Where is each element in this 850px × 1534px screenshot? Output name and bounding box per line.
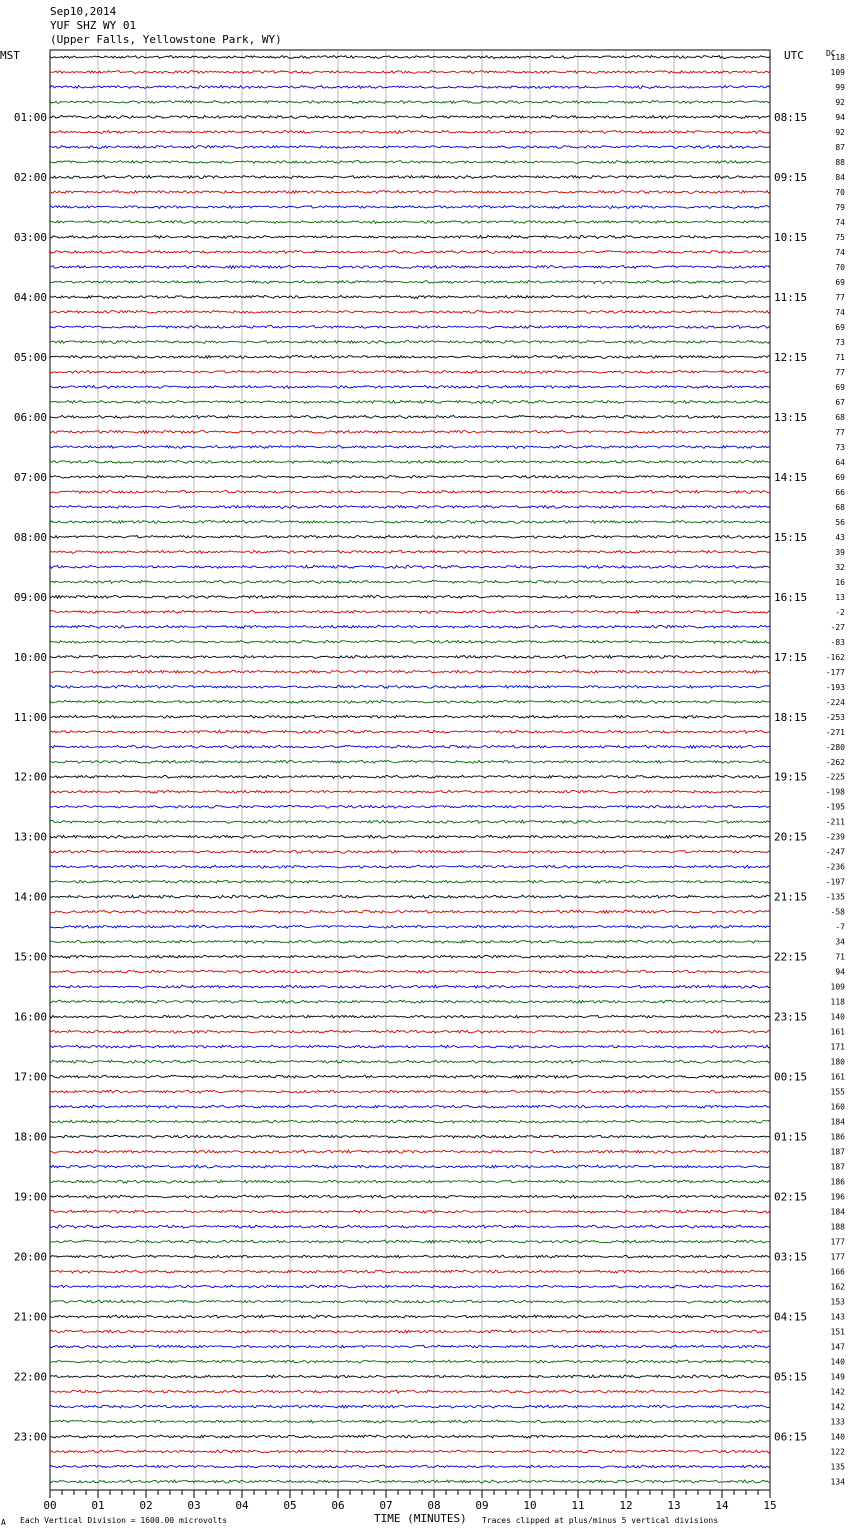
seismic-trace xyxy=(50,910,770,913)
seismic-trace xyxy=(50,130,770,133)
dc-offset-value: 94 xyxy=(835,112,845,122)
seismic-trace xyxy=(50,1090,770,1093)
local-hour-label: 22:00 xyxy=(13,1370,47,1384)
local-hour-label: 23:00 xyxy=(13,1430,47,1444)
seismic-trace xyxy=(50,1390,770,1393)
dc-offset-value: 161 xyxy=(830,1027,845,1037)
dc-offset-value: 186 xyxy=(830,1132,845,1142)
seismic-trace xyxy=(50,820,770,823)
seismic-trace xyxy=(50,1030,770,1033)
dc-offset-value: -2 xyxy=(835,607,845,617)
dc-offset-value: -162 xyxy=(825,652,845,662)
utc-hour-label: 22:15 xyxy=(774,950,808,964)
seismic-trace xyxy=(50,1165,770,1168)
seismic-trace xyxy=(50,400,770,403)
local-hour-label: 09:00 xyxy=(13,590,47,604)
seismic-trace xyxy=(50,115,770,118)
dc-offset-value: 69 xyxy=(835,472,845,482)
local-hour-label: 13:00 xyxy=(13,830,47,844)
x-tick-label: 04 xyxy=(235,1499,249,1512)
local-hour-label: 21:00 xyxy=(13,1310,47,1324)
x-tick-label: 02 xyxy=(139,1499,153,1512)
utc-hour-label: 00:15 xyxy=(774,1070,808,1084)
seismic-trace xyxy=(50,760,770,763)
utc-hour-label: 12:15 xyxy=(774,350,808,364)
dc-offset-value: 142 xyxy=(830,1387,845,1397)
dc-offset-value: 118 xyxy=(830,997,845,1007)
seismic-trace xyxy=(50,415,770,418)
dc-offset-value: 109 xyxy=(830,67,845,77)
seismic-trace xyxy=(50,340,770,343)
dc-offset-value: 196 xyxy=(830,1192,845,1202)
seismic-trace xyxy=(50,880,770,883)
x-tick-label: 11 xyxy=(571,1499,585,1512)
dc-offset-value: 149 xyxy=(830,1372,845,1382)
seismic-trace xyxy=(50,1255,770,1258)
utc-hour-label: 13:15 xyxy=(774,410,808,424)
x-tick-label: 09 xyxy=(475,1499,489,1512)
x-tick-label: 00 xyxy=(43,1499,57,1512)
dc-offset-value: -247 xyxy=(825,847,845,857)
utc-hour-label: 15:15 xyxy=(774,530,808,544)
seismic-trace xyxy=(50,1315,770,1318)
dc-offset-value: 147 xyxy=(830,1342,845,1352)
dc-offset-value: 74 xyxy=(835,307,845,317)
x-tick-label: 07 xyxy=(379,1499,393,1512)
x-axis-title: TIME (MINUTES) xyxy=(374,1512,467,1525)
utc-hour-label: 17:15 xyxy=(774,650,808,664)
dc-offset-value: -211 xyxy=(825,817,845,827)
local-hour-label: 11:00 xyxy=(13,710,47,724)
seismic-trace xyxy=(50,1330,770,1333)
seismic-trace xyxy=(50,805,770,808)
dc-offset-value: 134 xyxy=(830,1477,845,1487)
local-hour-label: 18:00 xyxy=(13,1130,47,1144)
utc-hour-label: 19:15 xyxy=(774,770,808,784)
dc-offset-value: 77 xyxy=(835,292,845,302)
seismic-trace xyxy=(50,1345,770,1348)
dc-offset-value: 74 xyxy=(835,217,845,227)
dc-offset-value: -7 xyxy=(835,922,845,932)
seismic-trace xyxy=(50,1015,770,1018)
dc-offset-value: -225 xyxy=(825,772,845,782)
seismic-trace xyxy=(50,715,770,718)
seismic-trace xyxy=(50,925,770,928)
seismic-trace xyxy=(50,146,770,149)
x-tick-label: 13 xyxy=(667,1499,681,1512)
corner-mark: A xyxy=(1,1518,6,1527)
dc-offset-value: 71 xyxy=(835,952,845,962)
seismic-trace xyxy=(50,220,770,223)
seismic-trace xyxy=(50,730,770,733)
dc-offset-value: -27 xyxy=(830,622,845,632)
seismic-trace xyxy=(50,385,770,388)
dc-offset-value: 122 xyxy=(830,1447,845,1457)
seismic-trace xyxy=(50,745,770,748)
seismic-trace xyxy=(50,535,770,538)
seismic-trace xyxy=(50,295,770,298)
dc-offset-value: 162 xyxy=(830,1282,845,1292)
seismic-trace xyxy=(50,1195,770,1198)
dc-offset-value: 177 xyxy=(830,1237,845,1247)
x-tick-label: 14 xyxy=(715,1499,729,1512)
utc-hour-label: 21:15 xyxy=(774,890,808,904)
seismic-trace xyxy=(50,370,770,373)
seismic-trace xyxy=(50,310,770,313)
seismic-trace xyxy=(50,160,770,163)
seismic-trace xyxy=(50,430,770,433)
local-hour-label: 20:00 xyxy=(13,1250,47,1264)
station-code: YUF SHZ WY 01 xyxy=(50,19,137,32)
seismic-trace xyxy=(50,520,770,523)
local-hour-label: 17:00 xyxy=(13,1070,47,1084)
dc-offset-value: 151 xyxy=(830,1327,845,1337)
dc-offset-value: 92 xyxy=(835,127,845,137)
dc-offset-value: -262 xyxy=(825,757,845,767)
seismic-trace xyxy=(50,1135,770,1138)
x-tick-label: 05 xyxy=(283,1499,297,1512)
dc-offset-header: DC xyxy=(826,49,836,58)
utc-hour-label: 10:15 xyxy=(774,230,808,244)
seismic-trace xyxy=(50,460,770,463)
dc-offset-value: 88 xyxy=(835,157,845,167)
utc-hour-label: 23:15 xyxy=(774,1010,808,1024)
dc-offset-value: 75 xyxy=(835,232,845,242)
dc-offset-value: 84 xyxy=(835,172,845,182)
utc-hour-label: 06:15 xyxy=(774,1430,808,1444)
dc-offset-value: 171 xyxy=(830,1042,845,1052)
seismic-trace xyxy=(50,55,770,58)
dc-offset-value: 64 xyxy=(835,457,845,467)
dc-offset-value: 155 xyxy=(830,1087,845,1097)
dc-offset-value: 99 xyxy=(835,82,845,92)
dc-offset-value: 187 xyxy=(830,1147,845,1157)
seismic-trace xyxy=(50,1360,770,1363)
dc-offset-value: 39 xyxy=(835,547,845,557)
dc-offset-value: 56 xyxy=(835,517,845,527)
utc-hour-label: 20:15 xyxy=(774,830,808,844)
dc-offset-value: 184 xyxy=(830,1207,845,1217)
dc-offset-value: 166 xyxy=(830,1267,845,1277)
dc-offset-value: -271 xyxy=(825,727,845,737)
seismic-trace xyxy=(50,955,770,958)
seismic-trace xyxy=(50,250,770,253)
utc-hour-label: 04:15 xyxy=(774,1310,808,1324)
seismic-trace xyxy=(50,1240,770,1243)
seismic-trace xyxy=(50,1060,770,1063)
dc-offset-value: 188 xyxy=(830,1222,845,1232)
seismic-trace xyxy=(50,325,770,328)
seismic-trace xyxy=(50,775,770,778)
local-hour-label: 14:00 xyxy=(13,890,47,904)
local-hour-label: 12:00 xyxy=(13,770,47,784)
seismic-trace xyxy=(50,1480,770,1483)
utc-hour-label: 01:15 xyxy=(774,1130,808,1144)
seismic-trace xyxy=(50,70,770,73)
seismic-trace xyxy=(50,1150,770,1153)
dc-offset-value: 66 xyxy=(835,487,845,497)
utc-hour-label: 09:15 xyxy=(774,170,808,184)
dc-offset-value: 73 xyxy=(835,442,845,452)
seismic-trace xyxy=(50,205,770,208)
utc-hour-label: 18:15 xyxy=(774,710,808,724)
seismic-trace xyxy=(50,101,770,104)
utc-hour-label: 14:15 xyxy=(774,470,808,484)
local-hour-label: 02:00 xyxy=(13,170,47,184)
seismic-trace xyxy=(50,1405,770,1408)
utc-hour-label: 16:15 xyxy=(774,590,808,604)
seismic-trace xyxy=(50,940,770,943)
dc-offset-value: 73 xyxy=(835,337,845,347)
local-hour-label: 04:00 xyxy=(13,290,47,304)
dc-offset-value: 69 xyxy=(835,382,845,392)
seismic-trace xyxy=(50,175,770,178)
dc-offset-value: -253 xyxy=(825,712,845,722)
dc-offset-value: 79 xyxy=(835,202,845,212)
seismic-trace xyxy=(50,580,770,583)
dc-offset-value: 69 xyxy=(835,322,845,332)
dc-offset-value: 177 xyxy=(830,1252,845,1262)
dc-offset-value: 140 xyxy=(830,1432,845,1442)
seismic-trace xyxy=(50,970,770,973)
local-hour-label: 16:00 xyxy=(13,1010,47,1024)
clipping-note: Traces clipped at plus/minus 5 vertical divisions xyxy=(482,1516,719,1525)
x-tick-label: 06 xyxy=(331,1499,345,1512)
station-location: (Upper Falls, Yellowstone Park, WY) xyxy=(50,33,282,46)
dc-offset-value: 94 xyxy=(835,967,845,977)
dc-offset-value: 43 xyxy=(835,532,845,542)
plot-date: Sep10,2014 xyxy=(50,5,117,18)
dc-offset-value: 161 xyxy=(830,1072,845,1082)
seismic-trace xyxy=(50,790,770,793)
seismic-trace xyxy=(50,85,770,88)
utc-hour-label: 02:15 xyxy=(774,1190,808,1204)
seismic-trace xyxy=(50,550,770,553)
x-tick-label: 08 xyxy=(427,1499,441,1512)
dc-offset-value: 68 xyxy=(835,412,845,422)
dc-offset-value: 153 xyxy=(830,1297,845,1307)
seismic-trace xyxy=(50,265,770,268)
seismic-trace xyxy=(50,445,770,448)
dc-offset-value: 87 xyxy=(835,142,845,152)
local-hour-label: 07:00 xyxy=(13,470,47,484)
seismic-trace xyxy=(50,625,770,628)
dc-offset-value: 69 xyxy=(835,277,845,287)
seismic-trace xyxy=(50,1465,770,1468)
dc-offset-value: 140 xyxy=(830,1012,845,1022)
dc-offset-value: -58 xyxy=(830,907,845,917)
local-hour-label: 05:00 xyxy=(13,350,47,364)
x-tick-label: 03 xyxy=(187,1499,201,1512)
dc-offset-value: 133 xyxy=(830,1417,845,1427)
dc-offset-value: 118 xyxy=(830,53,845,62)
seismic-trace xyxy=(50,1435,770,1438)
seismic-trace xyxy=(50,835,770,838)
dc-offset-value: 92 xyxy=(835,97,845,107)
seismic-trace xyxy=(50,355,770,358)
seismic-trace xyxy=(50,700,770,703)
dc-offset-value: -236 xyxy=(825,862,845,872)
seismic-trace xyxy=(50,595,770,598)
dc-offset-value: 34 xyxy=(835,937,845,947)
dc-offset-value: 143 xyxy=(830,1312,845,1322)
dc-offset-value: 77 xyxy=(835,367,845,377)
seismic-trace xyxy=(50,655,770,658)
seismic-trace xyxy=(50,1285,770,1288)
dc-offset-value: 160 xyxy=(830,1102,845,1112)
utc-hour-label: 11:15 xyxy=(774,290,808,304)
seismic-trace xyxy=(50,475,770,478)
dc-offset-value: -198 xyxy=(825,787,845,797)
local-hour-label: 08:00 xyxy=(13,530,47,544)
dc-offset-value: 187 xyxy=(830,1162,845,1172)
seismic-trace xyxy=(50,1105,770,1108)
dc-offset-value: 71 xyxy=(835,352,845,362)
dc-offset-value: 142 xyxy=(830,1402,845,1412)
seismic-trace xyxy=(50,610,770,613)
dc-offset-value: 180 xyxy=(830,1057,845,1067)
seismic-trace xyxy=(50,505,770,508)
dc-offset-value: 70 xyxy=(835,262,845,272)
dc-offset-value: 186 xyxy=(830,1177,845,1187)
seismic-trace xyxy=(50,1180,770,1183)
seismic-trace xyxy=(50,1375,770,1378)
seismic-trace xyxy=(50,685,770,688)
seismic-trace xyxy=(50,490,770,493)
seismic-trace xyxy=(50,1300,770,1303)
local-hour-label: 10:00 xyxy=(13,650,47,664)
dc-offset-value: -135 xyxy=(825,892,845,902)
seismic-trace xyxy=(50,850,770,853)
seismic-trace xyxy=(50,1420,770,1423)
utc-hour-label: 05:15 xyxy=(774,1370,808,1384)
vertical-division-note: Each Vertical Division = 1600.00 microvolts xyxy=(20,1516,228,1525)
local-hour-label: 15:00 xyxy=(13,950,47,964)
dc-offset-value: -177 xyxy=(825,667,845,677)
dc-offset-value: 109 xyxy=(830,982,845,992)
dc-offset-value: 16 xyxy=(835,577,845,587)
seismic-trace xyxy=(50,1120,770,1123)
x-tick-label: 12 xyxy=(619,1499,633,1512)
seismic-trace xyxy=(50,1225,770,1228)
seismic-trace xyxy=(50,1270,770,1273)
seismic-trace xyxy=(50,670,770,673)
local-hour-label: 19:00 xyxy=(13,1190,47,1204)
seismic-trace xyxy=(50,1045,770,1048)
seismic-trace xyxy=(50,1450,770,1453)
dc-offset-value: 70 xyxy=(835,187,845,197)
dc-offset-value: -197 xyxy=(825,877,845,887)
dc-offset-value: -83 xyxy=(830,637,845,647)
seismic-trace xyxy=(50,640,770,643)
x-tick-label: 15 xyxy=(763,1499,777,1512)
seismic-trace xyxy=(50,1000,770,1003)
dc-offset-value: 184 xyxy=(830,1117,845,1127)
dc-offset-value: -195 xyxy=(825,802,845,812)
dc-offset-value: -193 xyxy=(825,682,845,692)
dc-offset-value: 135 xyxy=(830,1462,845,1472)
utc-timezone-label: UTC xyxy=(784,49,804,62)
dc-offset-value: 140 xyxy=(830,1357,845,1367)
seismic-trace xyxy=(50,895,770,898)
dc-offset-value: 74 xyxy=(835,247,845,257)
seismic-trace xyxy=(50,190,770,193)
dc-offset-value: 13 xyxy=(835,592,845,602)
dc-offset-value: -280 xyxy=(825,742,845,752)
utc-hour-label: 03:15 xyxy=(774,1250,808,1264)
seismic-trace xyxy=(50,865,770,868)
seismic-trace xyxy=(50,985,770,988)
local-hour-label: 03:00 xyxy=(13,230,47,244)
dc-offset-value: -239 xyxy=(825,832,845,842)
seismic-trace xyxy=(50,280,770,283)
x-tick-label: 10 xyxy=(523,1499,537,1512)
local-hour-label: 01:00 xyxy=(13,110,47,124)
x-tick-label: 01 xyxy=(91,1499,105,1512)
dc-offset-value: 67 xyxy=(835,397,845,407)
seismic-trace xyxy=(50,1075,770,1078)
utc-hour-label: 08:15 xyxy=(774,110,808,124)
local-hour-label: 06:00 xyxy=(13,410,47,424)
dc-offset-value: 77 xyxy=(835,427,845,437)
seismic-trace xyxy=(50,1210,770,1213)
seismic-trace xyxy=(50,235,770,238)
seismic-trace xyxy=(50,565,770,568)
dc-offset-value: -224 xyxy=(825,697,845,707)
dc-offset-value: 32 xyxy=(835,562,845,572)
dc-offset-value: 68 xyxy=(835,502,845,512)
local-timezone-label: MST xyxy=(0,49,20,62)
